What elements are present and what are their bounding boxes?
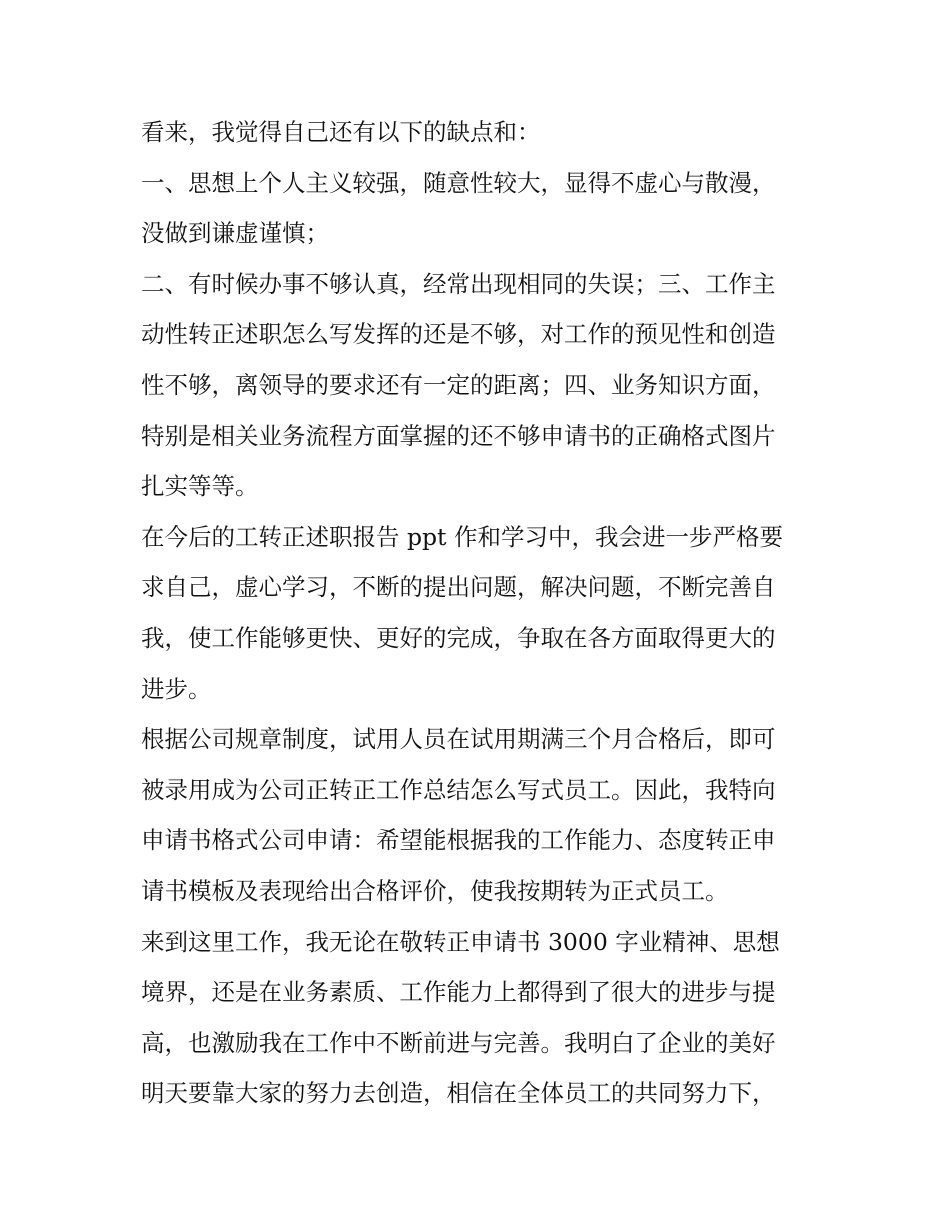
text-line: 我，使工作能够更快、更好的完成，争取在各方面取得更大的	[141, 623, 776, 652]
text-line: 一、思想上个人主义较强，随意性较大，显得不虚心与散漫，	[141, 168, 776, 197]
text-line: 动性转正述职怎么写发挥的还是不够，对工作的预见性和创造	[141, 320, 776, 349]
text-line: 高，也激励我在工作中不断前进与完善。我明白了企业的美好	[141, 1028, 776, 1057]
text-line: 特别是相关业务流程方面掌握的还不够申请书的正确格式图片	[141, 421, 776, 450]
text-line: 扎实等等。	[141, 472, 259, 501]
text-line: 被录用成为公司正转正工作总结怎么写式员工。因此，我特向	[141, 775, 776, 804]
text-line: 在今后的工转正述职报告 ppt 作和学习中，我会进一步严格要	[141, 522, 783, 551]
text-line: 来到这里工作，我无论在敬转正申请书 3000 字业精神、思想	[141, 927, 780, 956]
text-line: 请书模板及表现给出合格评价，使我按期转为正式员工。	[141, 876, 729, 905]
document-body	[141, 107, 811, 1119]
text-line: 性不够，离领导的要求还有一定的距离；四、业务知识方面，	[141, 370, 776, 399]
text-line: 境界，还是在业务素质、工作能力上都得到了很大的进步与提	[141, 978, 776, 1007]
text-line: 二、有时候办事不够认真，经常出现相同的失误；三、工作主	[141, 269, 776, 298]
text-line: 进步。	[141, 674, 212, 703]
text-line: 求自己，虚心学习，不断的提出问题，解决问题，不断完善自	[141, 573, 776, 602]
text-line: 申请书格式公司申请：希望能根据我的工作能力、态度转正申	[141, 826, 776, 855]
text-line: 明天要靠大家的努力去创造，相信在全体员工的共同努力下，	[141, 1079, 776, 1108]
text-line: 没做到谦虚谨慎；	[141, 219, 329, 248]
text-line: 根据公司规章制度，试用人员在试用期满三个月合格后，即可	[141, 725, 776, 754]
text-line: 看来，我觉得自己还有以下的缺点和：	[141, 118, 541, 146]
